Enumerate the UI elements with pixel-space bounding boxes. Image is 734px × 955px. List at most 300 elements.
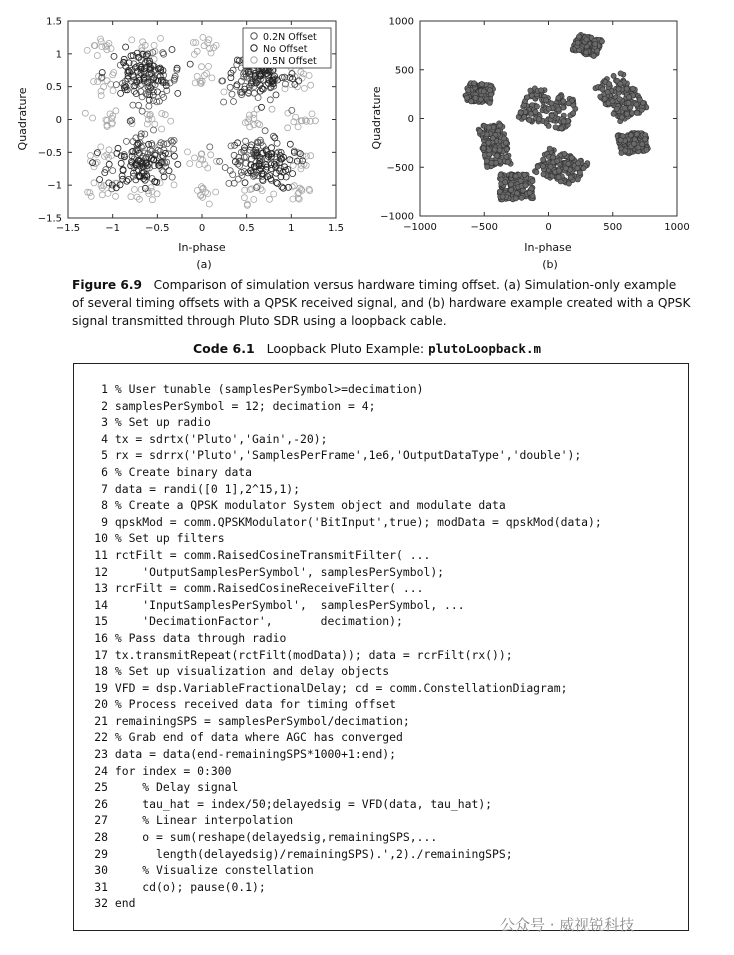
plot-b-point bbox=[486, 125, 491, 130]
plot-b-point bbox=[610, 99, 615, 104]
plot-b-point bbox=[487, 88, 492, 93]
plot-b-point bbox=[575, 166, 580, 171]
code-line bbox=[91, 447, 602, 464]
plot-b-point bbox=[575, 40, 580, 45]
caption-label: Figure 6.9 bbox=[72, 278, 143, 292]
plot-b-point bbox=[550, 155, 555, 160]
code-line-text: % Delay signal bbox=[108, 780, 239, 795]
code-line-text: length(delayedsig)/remainingSPS).',2)./remainingSPS; bbox=[108, 846, 513, 861]
plot-a-point bbox=[159, 126, 165, 132]
code-line-number: 11 bbox=[94, 547, 108, 562]
plot-a-point bbox=[274, 140, 280, 146]
plot-b-point bbox=[466, 88, 471, 93]
plot-a-point bbox=[221, 99, 227, 105]
plot-b-xtick-label: −1000 bbox=[403, 222, 437, 233]
code-line-number: 19 bbox=[94, 680, 108, 695]
plot-b-point bbox=[486, 148, 491, 153]
plot-b-point bbox=[527, 190, 532, 195]
plot-a-point bbox=[131, 187, 137, 193]
plot-a-point bbox=[222, 165, 228, 171]
code-line bbox=[91, 862, 602, 879]
plot-a-point bbox=[94, 53, 100, 59]
plot-b-point bbox=[469, 99, 474, 104]
plot-a-point bbox=[123, 44, 129, 50]
code-line-text: for index = 0:300 bbox=[108, 763, 232, 778]
code-line-number: 3 bbox=[101, 415, 108, 430]
plot-b-point bbox=[640, 142, 645, 147]
code-line bbox=[91, 613, 602, 630]
code-line-text: 'DecimationFactor', decimation); bbox=[108, 614, 403, 629]
code-line-text: rcrFilt = comm.RaisedCosineReceiveFilter( ... bbox=[108, 581, 424, 596]
figure-caption bbox=[72, 276, 702, 330]
code-line bbox=[91, 564, 602, 581]
code-line-number: 5 bbox=[101, 448, 108, 463]
plot-a-point bbox=[111, 53, 117, 59]
code-line-text: tx = sdrtx('Pluto','Gain',-20); bbox=[108, 431, 328, 446]
plot-a-ytick-label: 1 bbox=[55, 49, 62, 61]
plot-a-ytick-label: −0.5 bbox=[37, 147, 62, 159]
code-line bbox=[91, 829, 602, 846]
code-lines bbox=[91, 381, 602, 912]
plot-b-xtick-label: −500 bbox=[470, 222, 498, 233]
plot-a-ylabel: Quadrature bbox=[16, 87, 29, 151]
plot-b-point bbox=[584, 37, 589, 42]
plot-a-xtick-label: 0.5 bbox=[238, 223, 255, 234]
code-line-text: % Visualize constellation bbox=[108, 863, 314, 878]
plot-a-point bbox=[205, 191, 211, 197]
code-line bbox=[91, 696, 602, 713]
plot-b-point bbox=[497, 123, 502, 128]
plot-b-point bbox=[618, 81, 623, 86]
plot-a-point bbox=[231, 99, 237, 105]
plot-b-point bbox=[535, 164, 540, 169]
plot-b-point bbox=[591, 53, 596, 58]
code-title-filename: plutoLoopback.m bbox=[428, 341, 542, 356]
plot-a-xtick-label: 0 bbox=[198, 223, 206, 234]
plot-a-point bbox=[110, 88, 116, 94]
code-line bbox=[91, 647, 602, 664]
plot-a-point bbox=[91, 180, 97, 186]
code-line-number: 6 bbox=[101, 464, 108, 479]
plot-b-point bbox=[525, 95, 530, 100]
plot-a-point bbox=[175, 161, 181, 167]
plot-a-point bbox=[227, 84, 233, 90]
plot-b-point bbox=[566, 101, 571, 106]
plot-b-point bbox=[534, 104, 539, 109]
plot-b-point bbox=[481, 146, 486, 151]
plot-a-point bbox=[251, 111, 257, 117]
plot-a-point bbox=[106, 180, 112, 186]
plot-a-point bbox=[209, 75, 215, 81]
code-line bbox=[91, 481, 602, 498]
plot-a-point bbox=[301, 85, 307, 91]
plot-b-sublabel: (b) bbox=[542, 258, 558, 271]
plot-b-point bbox=[622, 106, 627, 111]
caption-line-2: of several timing offsets with a QPSK received signal, and (b) hardware example created with a QPSK bbox=[72, 296, 691, 310]
plot-a-ytick-label: 0 bbox=[55, 115, 62, 126]
code-line bbox=[91, 779, 602, 796]
code-line bbox=[91, 630, 602, 647]
plot-a-point bbox=[110, 72, 116, 78]
code-line-number: 32 bbox=[94, 896, 108, 911]
plot-b-point bbox=[479, 82, 484, 87]
plot-b-point bbox=[623, 148, 628, 153]
plot-b-ytick-label: −1000 bbox=[380, 211, 414, 223]
code-line bbox=[91, 713, 602, 730]
plot-b-point bbox=[584, 50, 589, 55]
plot-a-point bbox=[262, 128, 268, 134]
code-line bbox=[91, 497, 602, 514]
code-line-number: 24 bbox=[94, 763, 108, 778]
plot-a-point bbox=[138, 187, 144, 193]
plot-a-point bbox=[88, 193, 94, 199]
figure-6-9 bbox=[0, 0, 734, 275]
code-line-number: 9 bbox=[101, 514, 108, 529]
code-line-text: remainingSPS = samplesPerSymbol/decimation; bbox=[108, 713, 410, 728]
code-line-number: 10 bbox=[94, 531, 108, 546]
plot-a-point bbox=[187, 61, 193, 67]
plot-b-point bbox=[518, 110, 523, 115]
plot-b-point bbox=[643, 137, 648, 142]
code-line-number: 20 bbox=[94, 697, 108, 712]
code-line bbox=[91, 729, 602, 746]
plot-b-point bbox=[513, 196, 518, 201]
code-line-number: 29 bbox=[94, 846, 108, 861]
plot-a-point bbox=[272, 135, 278, 141]
plot-a-xtick-label: 1.5 bbox=[328, 223, 344, 234]
code-line-text: tau_hat = index/50;delayedsig = VFD(data, tau_hat); bbox=[108, 796, 493, 811]
plot-b-point bbox=[556, 107, 561, 112]
plot-a-point bbox=[267, 196, 273, 202]
plot-b-point bbox=[569, 155, 574, 160]
code-line-text: data = randi([0 1],2^15,1); bbox=[108, 481, 301, 496]
code-line-text: % User tunable (samplesPerSymbol>=decimation) bbox=[108, 382, 424, 396]
plot-a-point bbox=[308, 82, 314, 88]
plot-a-point bbox=[168, 118, 174, 124]
plot-b-point bbox=[599, 39, 604, 44]
plot-a-point bbox=[128, 194, 134, 200]
code-line bbox=[91, 879, 602, 896]
plot-b-point bbox=[630, 86, 635, 91]
plot-a-point bbox=[175, 90, 181, 96]
plot-a-point bbox=[154, 191, 160, 197]
code-line-number: 7 bbox=[101, 481, 108, 496]
code-line bbox=[91, 663, 602, 680]
plot-a-point bbox=[269, 145, 275, 151]
plot-a-point bbox=[206, 201, 212, 207]
legend-label-0-5n: 0.5N Offset bbox=[263, 56, 317, 67]
plot-b-point bbox=[484, 158, 489, 163]
code-line bbox=[91, 895, 602, 912]
code-line-number: 15 bbox=[94, 614, 108, 629]
plot-a-point bbox=[213, 189, 219, 195]
plot-a-point bbox=[185, 149, 191, 155]
plot-a-point bbox=[166, 168, 172, 174]
code-line-number: 13 bbox=[94, 581, 108, 596]
plot-a-point bbox=[151, 42, 157, 48]
plot-b-point bbox=[559, 126, 564, 131]
code-line-text: qpskMod = comm.QPSKModulator('BitInput',true); modData = qpskMod(data); bbox=[108, 514, 602, 529]
plot-b-point bbox=[492, 147, 497, 152]
plot-a-point bbox=[155, 89, 161, 95]
plot-b-point bbox=[504, 154, 509, 159]
code-line bbox=[91, 381, 602, 398]
plot-a-legend bbox=[243, 28, 331, 68]
plot-a-point bbox=[287, 141, 293, 147]
plot-b-point bbox=[634, 110, 639, 115]
plot-a-point bbox=[136, 102, 142, 108]
code-line-text: samplesPerSymbol = 12; decimation = 4; bbox=[108, 398, 376, 413]
plot-b-point bbox=[561, 99, 566, 104]
plot-a-point bbox=[169, 47, 175, 53]
plot-a-point bbox=[241, 195, 247, 201]
plot-b-point bbox=[626, 100, 631, 105]
plot-b-point bbox=[503, 180, 508, 185]
code-line bbox=[91, 597, 602, 614]
plot-b-point bbox=[614, 106, 619, 111]
plot-a-point bbox=[113, 108, 119, 114]
plot-b-ylabel: Quadrature bbox=[370, 86, 383, 150]
code-line bbox=[91, 464, 602, 481]
code-line-number: 28 bbox=[94, 830, 108, 845]
plot-b-point bbox=[562, 151, 567, 156]
plot-a-point bbox=[108, 81, 114, 87]
plot-b-ytick-label: 1000 bbox=[388, 16, 414, 28]
plot-b-xtick-label: 0 bbox=[545, 222, 552, 233]
plot-b-point bbox=[504, 147, 509, 152]
plot-a-point bbox=[228, 75, 234, 81]
plot-b-point bbox=[627, 95, 632, 100]
plot-b-xtick-label: 1000 bbox=[664, 222, 690, 233]
plot-b-point bbox=[556, 95, 561, 100]
plot-a-point bbox=[110, 168, 116, 174]
plot-b-point bbox=[481, 89, 486, 94]
plot-b-ytick-label: 0 bbox=[407, 114, 414, 125]
plot-b-point bbox=[527, 117, 532, 122]
plot-b-point bbox=[576, 161, 581, 166]
code-line bbox=[91, 514, 602, 531]
plot-a-point bbox=[309, 111, 315, 117]
plot-b-ytick-label: −500 bbox=[386, 162, 414, 174]
plot-b-point bbox=[563, 166, 568, 171]
plot-a-point bbox=[242, 180, 248, 186]
plot-b-point bbox=[485, 164, 490, 169]
code-line-text: % Create a QPSK modulator System object and modulate data bbox=[108, 498, 506, 513]
plot-b-point bbox=[624, 86, 629, 91]
plot-a-point bbox=[200, 34, 206, 40]
plot-b-point bbox=[555, 158, 560, 163]
code-line bbox=[91, 431, 602, 448]
caption-line-3: signal transmitted through Pluto SDR using a loopback cable. bbox=[72, 314, 447, 328]
plot-b-point bbox=[617, 96, 622, 101]
plot-b-point bbox=[618, 138, 623, 143]
plot-a-point bbox=[171, 182, 177, 188]
plot-a-point bbox=[294, 84, 300, 90]
code-line-text: cd(o); pause(0.1); bbox=[108, 879, 266, 894]
plot-b-point bbox=[536, 117, 541, 122]
plot-a-point bbox=[118, 90, 124, 96]
plot-b-point bbox=[619, 115, 624, 120]
plot-a-point bbox=[221, 89, 227, 95]
code-line-text: end bbox=[108, 896, 136, 911]
plot-a-point bbox=[82, 110, 88, 116]
plot-a-point bbox=[123, 138, 129, 144]
code-line-text: 'InputSamplesPerSymbol', samplesPerSymbol, ... bbox=[108, 597, 465, 612]
plot-b-point bbox=[505, 159, 510, 164]
plot-b-point bbox=[600, 87, 605, 92]
plot-a-ytick-label: 1.5 bbox=[46, 16, 62, 28]
plot-b-point bbox=[513, 174, 518, 179]
plot-b-point bbox=[561, 119, 566, 124]
plot-b-point bbox=[605, 90, 610, 95]
plot-b-point bbox=[533, 109, 538, 114]
code-line-number: 14 bbox=[94, 597, 108, 612]
plot-a-ytick-label: −1.5 bbox=[37, 213, 62, 225]
plot-a-point bbox=[271, 133, 277, 139]
plot-b-points bbox=[463, 32, 651, 202]
plot-a-point bbox=[125, 177, 131, 183]
plot-a-point bbox=[192, 155, 198, 161]
code-line-text: % Pass data through radio bbox=[108, 630, 287, 645]
code-line-text: % Create binary data bbox=[108, 464, 253, 479]
plot-a-point bbox=[249, 142, 255, 148]
plot-a-point bbox=[158, 35, 164, 41]
plot-b-point bbox=[503, 140, 508, 145]
code-line-text: % Grab end of data where AGC has converged bbox=[108, 730, 403, 745]
plot-a-xtick-label: −1.5 bbox=[55, 223, 81, 234]
code-line bbox=[91, 746, 602, 763]
plot-a-xtick-label: 1 bbox=[288, 223, 295, 234]
code-line bbox=[91, 398, 602, 415]
plot-b-point bbox=[644, 147, 649, 152]
plot-b-point bbox=[464, 95, 469, 100]
plot-a-point bbox=[271, 191, 277, 197]
plot-a-point bbox=[290, 171, 296, 177]
code-line-text: VFD = dsp.VariableFractionalDelay; cd = comm.ConstellationDiagram; bbox=[108, 680, 568, 695]
plot-a-xtick-label: −1 bbox=[105, 223, 121, 234]
plot-a-point bbox=[206, 63, 212, 69]
code-line-number: 17 bbox=[94, 647, 108, 662]
plot-b-point bbox=[487, 100, 492, 105]
plot-b-point bbox=[634, 102, 639, 107]
plot-a-point bbox=[273, 92, 279, 98]
plot-b-point bbox=[624, 111, 629, 116]
plot-a bbox=[16, 17, 344, 272]
code-line-text: rx = sdrrx('Pluto','SamplesPerFrame',1e6,'OutputDataType','double'); bbox=[108, 448, 582, 463]
plot-b-point bbox=[553, 125, 558, 130]
plot-b-xlabel: In-phase bbox=[524, 241, 572, 254]
code-line-text: tx.transmitRepeat(rctFilt(modData)); data = rcrFilt(rx()); bbox=[108, 647, 513, 662]
plot-a-point bbox=[251, 197, 257, 203]
code-title-label: Code 6.1 bbox=[192, 341, 255, 356]
code-line bbox=[91, 547, 602, 564]
plot-b-point bbox=[543, 98, 548, 103]
plot-a-ytick-label: 0.5 bbox=[46, 82, 62, 94]
plot-a-point bbox=[208, 152, 214, 158]
plot-b-point bbox=[538, 88, 543, 93]
plot-b-point bbox=[473, 95, 478, 100]
plot-a-point bbox=[295, 124, 301, 130]
plot-a-point bbox=[196, 162, 202, 168]
plot-a-point bbox=[162, 112, 168, 118]
plot-b bbox=[370, 17, 690, 272]
plot-b-point bbox=[547, 146, 552, 151]
plot-a-point bbox=[146, 103, 152, 109]
plot-b-point bbox=[631, 141, 636, 146]
plot-a-point bbox=[287, 157, 293, 163]
plot-a-point bbox=[84, 47, 90, 53]
code-line-number: 27 bbox=[94, 813, 108, 828]
plot-a-point bbox=[152, 121, 158, 127]
plot-a-point bbox=[187, 161, 193, 167]
plot-b-point bbox=[514, 191, 519, 196]
code-line bbox=[91, 414, 602, 431]
plot-b-point bbox=[519, 195, 524, 200]
plot-a-point bbox=[169, 174, 175, 180]
code-line-text: data = data(end-remainingSPS*1000+1:end); bbox=[108, 747, 397, 762]
code-line bbox=[91, 846, 602, 863]
plot-a-point bbox=[285, 125, 291, 131]
plot-a-point bbox=[207, 144, 213, 150]
plot-a-point bbox=[101, 84, 107, 90]
code-line-text: 'OutputSamplesPerSymbol', samplesPerSymbol); bbox=[108, 564, 445, 579]
plot-b-point bbox=[490, 136, 495, 141]
plot-b-point bbox=[568, 175, 573, 180]
plot-b-point bbox=[509, 182, 514, 187]
plot-b-point bbox=[566, 181, 571, 186]
code-title-text: Loopback Pluto Example: bbox=[266, 341, 425, 356]
plot-b-point bbox=[509, 187, 514, 192]
code-line bbox=[91, 580, 602, 597]
plot-b-point bbox=[472, 81, 477, 86]
plot-a-point bbox=[292, 81, 298, 87]
plot-b-point bbox=[486, 140, 491, 145]
code-line-number: 1 bbox=[101, 382, 108, 396]
plot-b-point bbox=[556, 168, 561, 173]
plot-a-point bbox=[255, 121, 261, 127]
plot-a-point bbox=[291, 183, 297, 189]
plot-b-point bbox=[556, 175, 561, 180]
plot-b-point bbox=[477, 129, 482, 134]
code-line-text: % Set up filters bbox=[108, 531, 225, 546]
plot-b-point bbox=[576, 34, 581, 39]
code-line-number: 16 bbox=[94, 630, 108, 645]
plot-a-sublabel: (a) bbox=[196, 258, 212, 271]
plot-b-point bbox=[546, 123, 551, 128]
caption-line-1 bbox=[72, 276, 702, 294]
plot-a-point bbox=[171, 146, 177, 152]
plot-a-point bbox=[243, 138, 249, 144]
plot-a-point bbox=[259, 188, 265, 194]
plot-b-point bbox=[611, 111, 616, 116]
plot-a-point bbox=[87, 153, 93, 159]
code-line-number: 31 bbox=[94, 879, 108, 894]
plot-a-point bbox=[170, 139, 176, 145]
plot-b-point bbox=[495, 153, 500, 158]
code-line-number: 8 bbox=[101, 498, 108, 513]
code-line-number: 30 bbox=[94, 863, 108, 878]
plot-b-point bbox=[478, 97, 483, 102]
code-line-text: % Set up radio bbox=[108, 415, 211, 430]
plot-b-point bbox=[571, 111, 576, 116]
plot-b-point bbox=[541, 157, 546, 162]
plot-a-point bbox=[98, 144, 104, 150]
plot-b-ticks bbox=[380, 17, 690, 234]
code-line-number: 2 bbox=[101, 398, 108, 413]
plot-a-point bbox=[267, 97, 273, 103]
plot-a-point bbox=[269, 106, 275, 112]
plot-a-xlabel: In-phase bbox=[178, 241, 226, 254]
